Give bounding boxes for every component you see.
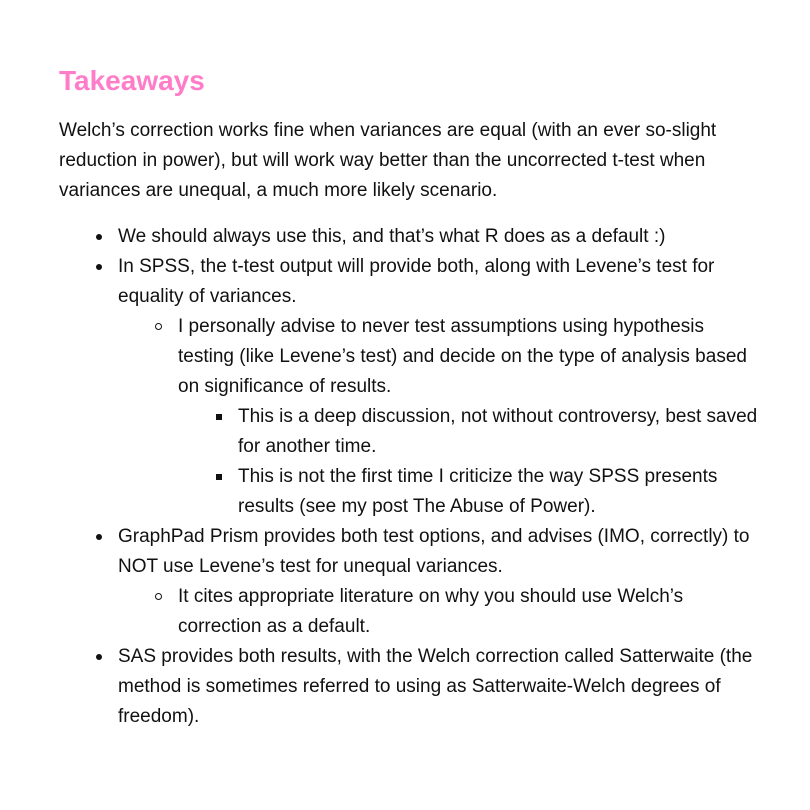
section-heading: Takeaways: [59, 65, 205, 96]
bullet-square-icon: [216, 414, 222, 420]
document-page: [59, 62, 759, 732]
list-item-text: SAS provides both results, with the Welch correction called Satterwaite (the method is sometimes referred to using as Satterwaite-Welch degrees of freedom).: [118, 646, 753, 727]
bullet-disc-icon: [96, 264, 102, 270]
list-item: [118, 522, 758, 642]
list-item-text: We should always use this, and that’s what R does as a default :): [118, 226, 666, 247]
list-item: [118, 222, 758, 252]
bullet-square-icon: [216, 474, 222, 480]
sub-list-item: [178, 582, 758, 642]
sub-sub-list-item-text: This is not the first time I criticize the way SPSS presents results (see my post The Abuse of Power).: [238, 466, 718, 517]
sub-list-item: [178, 312, 758, 522]
bullet-disc-icon: [96, 654, 102, 660]
bullet-disc-icon: [96, 534, 102, 540]
list-item-text: GraphPad Prism provides both test options, and advises (IMO, correctly) to NOT use Levene’s test for unequal variances.: [118, 526, 750, 577]
sub-list-item-text: I personally advise to never test assumptions using hypothesis testing (like Levene’s test) and decide on the type of analysis based on significance of results.: [178, 316, 747, 397]
list-item: [118, 252, 758, 522]
sub-list: [178, 582, 758, 642]
sub-sub-list-item: [238, 402, 758, 462]
list-item-text: In SPSS, the t-test output will provide both, along with Levene’s test for equality of variances.: [118, 256, 715, 307]
intro-paragraph: Welch’s correction works fine when variances are equal (with an ever so-slight reduction in power), but will work way better than the uncorrected t-test when variances are unequal, a much more likely scenario.: [59, 120, 717, 201]
sub-list: [178, 312, 758, 522]
takeaways-list: [118, 222, 758, 732]
sub-list-item-text: It cites appropriate literature on why you should use Welch’s correction as a default.: [178, 586, 684, 637]
sub-sub-list-item: [238, 462, 758, 522]
bullet-circle-icon: [155, 323, 162, 330]
bullet-disc-icon: [96, 234, 102, 240]
list-item: [118, 642, 758, 732]
bullet-circle-icon: [155, 593, 162, 600]
sub-sub-list-item-text: This is a deep discussion, not without controversy, best saved for another time.: [238, 406, 758, 457]
sub-sub-list: [238, 402, 758, 522]
